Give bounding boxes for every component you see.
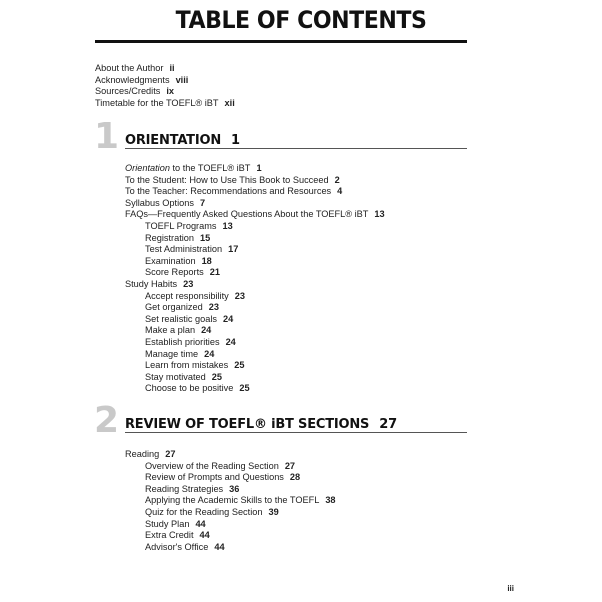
toc-entry-page: 4 [337, 186, 343, 197]
toc-entry[interactable] [145, 267, 220, 278]
toc-entry-label: Set realistic goals [145, 313, 218, 324]
chapter-rule [125, 432, 467, 433]
toc-entry-page: 18 [201, 255, 212, 266]
toc-entry-label: Registration [145, 232, 195, 243]
title-rule [95, 40, 467, 43]
toc-entry[interactable] [95, 86, 174, 97]
toc-entry-label: Timetable for the TOEFL® iBT [95, 97, 219, 108]
toc-entry-page: viii [175, 74, 189, 85]
toc-entry-label: Get organized [145, 302, 203, 313]
toc-entry-page: 44 [214, 541, 225, 552]
toc-entry-label: Reading Strategies [145, 483, 224, 494]
toc-entry[interactable] [145, 472, 300, 483]
chapter-rule [125, 148, 467, 149]
chapter-title-text: REVIEW OF TOEFL® iBT SECTIONS [125, 417, 370, 432]
toc-entry[interactable] [145, 337, 236, 348]
toc-entry-label: To the Teacher: Recommendations and Resources [125, 186, 332, 197]
toc-entry[interactable] [145, 244, 238, 255]
toc-entry-page: 24 [225, 337, 236, 347]
toc-entry-page: 25 [239, 383, 250, 394]
toc-entry-label: FAQs—Frequently Asked Questions About the TOEFL® iBT [125, 209, 369, 220]
toc-entry[interactable] [125, 175, 340, 186]
toc-entry-page: 25 [211, 371, 223, 382]
toc-entry-label: Score Reports [145, 267, 204, 278]
toc-entry[interactable] [145, 530, 210, 541]
chapter-page: 1 [231, 133, 240, 148]
chapter-number: 1 [94, 116, 120, 157]
toc-entry[interactable] [145, 221, 233, 232]
toc-entry-label: About the Author [95, 63, 164, 73]
toc-entry[interactable] [145, 233, 210, 244]
toc-entry[interactable] [145, 302, 219, 313]
chapter-page: 27 [379, 417, 397, 432]
toc-entry-label: Sources/Credits [95, 86, 161, 97]
toc-entry[interactable] [95, 98, 235, 109]
toc-entry-page: 38 [325, 495, 336, 506]
chapter-title[interactable] [125, 133, 240, 148]
page-number: iii [507, 584, 514, 593]
toc-entry[interactable] [125, 209, 385, 220]
toc-entry[interactable] [145, 519, 206, 530]
toc-entry-label: Review of Prompts and Questions [145, 472, 284, 483]
toc-entry-page: 17 [228, 244, 239, 255]
toc-entry-page: 24 [201, 325, 212, 336]
toc-entry[interactable] [145, 484, 239, 495]
toc-entry[interactable] [145, 542, 225, 553]
toc-entry-page: 24 [223, 313, 234, 324]
toc-entry[interactable] [145, 383, 250, 394]
toc-entry[interactable] [145, 372, 222, 383]
toc-entry-label: to the TOEFL® iBT [169, 163, 251, 173]
toc-entry-page: 23 [208, 302, 219, 313]
toc-entry-label: Test Administration [145, 244, 223, 255]
toc-entry-label: Extra Credit [145, 530, 194, 541]
toc-entry-page: 36 [229, 483, 240, 494]
toc-entry-label: Establish priorities [145, 337, 220, 347]
toc-entry-page: 13 [374, 209, 385, 220]
toc-entry-label: Accept responsibility [145, 290, 229, 301]
toc-entry[interactable] [125, 279, 193, 290]
toc-entry-page: 21 [209, 267, 220, 278]
chapter-number: 2 [94, 400, 120, 441]
toc-entry[interactable] [95, 75, 188, 86]
toc-entry-page: 2 [334, 174, 340, 185]
toc-entry-page: 23 [183, 279, 194, 289]
toc-entry-page: 13 [222, 221, 233, 231]
toc-entry-label: Manage time [145, 348, 199, 359]
toc-entry[interactable] [125, 163, 262, 174]
toc-entry[interactable] [125, 186, 342, 197]
toc-entry[interactable] [145, 495, 336, 506]
toc-entry-label: Overview of the Reading Section [145, 460, 279, 471]
toc-entry-page: 44 [199, 530, 210, 541]
toc-entry[interactable] [95, 63, 175, 74]
toc-entry-label: Applying the Academic Skills to the TOEFL [145, 495, 320, 506]
toc-entry[interactable] [145, 325, 211, 336]
toc-entry-label: TOEFL Programs [145, 221, 217, 231]
toc-entry[interactable] [145, 314, 233, 325]
toc-entry-label: Reading [125, 449, 160, 459]
toc-entry-page: 24 [204, 348, 215, 359]
toc-entry-page: 39 [268, 507, 279, 517]
toc-entry[interactable] [145, 461, 295, 472]
toc-entry-page: 28 [289, 472, 301, 483]
chapter-title[interactable] [125, 417, 397, 432]
toc-entry-page: ii [169, 63, 175, 73]
toc-entry-page: 1 [256, 163, 262, 173]
toc-entry-page: ix [166, 86, 175, 97]
toc-entry-page: 27 [165, 449, 176, 459]
toc-entry-label: Advisor's Office [145, 541, 209, 552]
toc-entry-page: 27 [284, 460, 296, 471]
chapter-title-text: ORIENTATION [125, 133, 222, 148]
page-title: TABLE OF CONTENTS [175, 6, 427, 34]
toc-entry-label: Study Habits [125, 279, 178, 289]
toc-entry-label: Quiz for the Reading Section [145, 507, 263, 517]
toc-entry-label: Make a plan [145, 325, 196, 336]
toc-entry-label: Acknowledgments [95, 74, 170, 85]
toc-entry-label: Learn from mistakes [145, 360, 229, 371]
toc-entry[interactable] [145, 291, 245, 302]
toc-entry[interactable] [145, 349, 214, 360]
toc-entry[interactable] [145, 360, 244, 371]
toc-entry-page: 7 [199, 197, 206, 208]
toc-entry[interactable] [145, 256, 212, 267]
toc-entry-page: 44 [195, 518, 206, 529]
toc-entry-page: xii [224, 97, 235, 108]
toc-entry-label: Study Plan [145, 518, 190, 529]
toc-entry[interactable] [125, 198, 205, 209]
toc-entry-label-italic: Orientation [125, 163, 170, 173]
toc-entry-label: Examination [145, 255, 196, 266]
toc-entry-page: 25 [234, 360, 245, 371]
toc-entry-label: To the Student: How to Use This Book to Succeed [125, 174, 329, 185]
toc-entry-page: 23 [234, 290, 245, 301]
toc-entry[interactable] [145, 507, 279, 518]
toc-entry-label: Choose to be positive [145, 383, 234, 394]
toc-entry[interactable] [125, 449, 175, 460]
toc-entry-label: Syllabus Options [125, 197, 194, 208]
toc-entry-page: 15 [200, 232, 211, 243]
toc-entry-label: Stay motivated [145, 371, 206, 382]
